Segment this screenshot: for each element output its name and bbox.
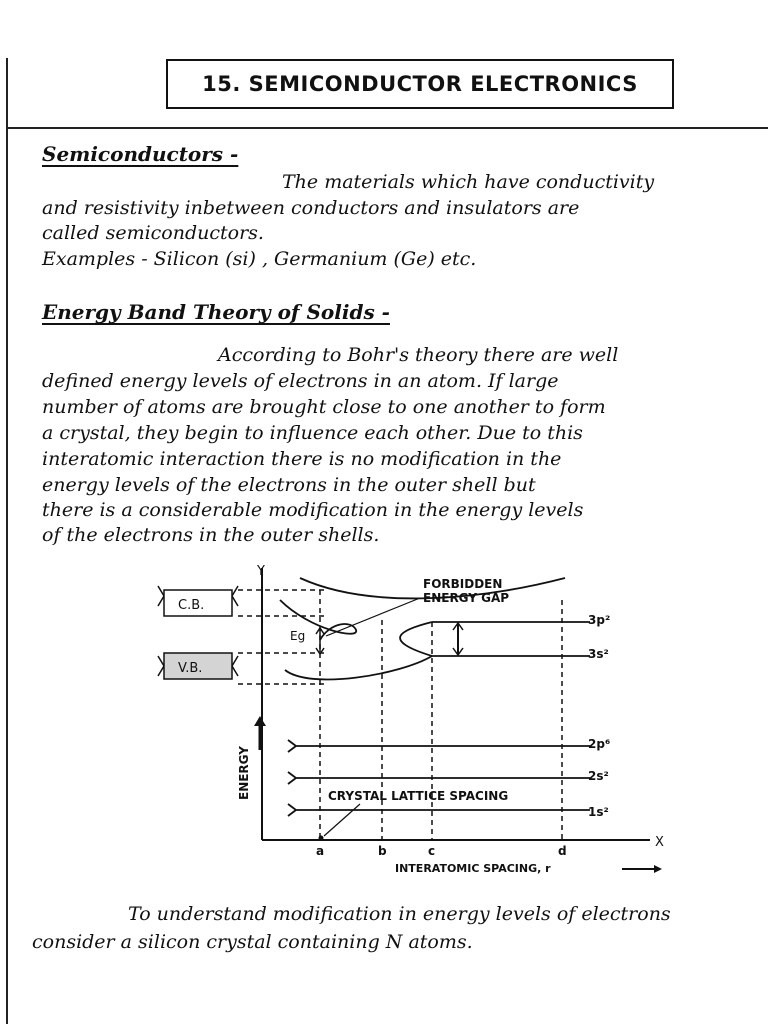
tick-c: c [428,844,436,858]
x-caption-arrow-head [654,865,662,873]
header-rule [6,127,768,129]
band-theory-line-8: of the electrons in the outer shells. [42,524,380,546]
level-2s-label: 2s² [588,769,609,783]
semiconductors-line-2: and resistivity inbetween conductors and insulators are [42,197,580,219]
band-theory-heading: Energy Band Theory of Solids - [42,300,390,324]
band-theory-line-5: interatomic interaction there is no modification in the [42,448,562,470]
energy-arrow-head [254,716,266,726]
lattice-label: CRYSTAL LATTICE SPACING [328,789,509,803]
tick-d: d [558,844,567,858]
energy-band-diagram [150,560,680,880]
lattice-point-a [319,836,324,841]
forbidden-label-1: FORBIDDEN [423,577,503,591]
level-1s-line [288,804,590,816]
band-theory-line-1: According to Bohr's theory there are well [218,344,619,366]
x-axis-label: X [655,835,664,850]
level-2s-line [288,772,590,784]
lattice-pointer [324,804,360,836]
splitting-loop [400,622,432,656]
level-2p-line [288,740,590,752]
eg-label: Eg [290,629,306,643]
level-3p-label: 3p² [588,613,611,627]
band-theory-line-6: energy levels of the electrons in the outer shell but [42,474,536,496]
band-theory-line-7: there is a considerable modification in the energy levels [42,499,584,521]
footer-line-2: consider a silicon crystal containing N atoms. [32,931,473,953]
band-theory-line-2: defined energy levels of electrons in an atom. If large [42,370,559,392]
cb-label: C.B. [178,598,205,613]
y-axis-label: Y [257,564,265,579]
tick-a: a [316,844,325,858]
level-1s-label: 1s² [588,805,609,819]
level-3s-label: 3s² [588,647,609,661]
semiconductors-line-3: called semiconductors. [42,222,264,244]
x-caption: INTERATOMIC SPACING, r [395,862,551,875]
forbidden-label-2: ENERGY GAP [423,591,510,605]
band-theory-line-4: a crystal, they begin to influence each other. Due to this [42,422,583,444]
semiconductors-examples: Examples - Silicon (si) , Germanium (Ge) etc. [42,248,477,270]
left-margin-rule [6,58,8,1024]
vb-label: V.B. [178,661,203,676]
band-theory-line-3: number of atoms are brought close to one another to form [42,396,606,418]
footer-line-1: To understand modification in energy levels of electrons [128,903,671,925]
vb-lower-curve [285,656,432,679]
tick-b: b [378,844,387,858]
page-title: 15. SEMICONDUCTOR ELECTRONICS [166,59,674,109]
level-2p-label: 2p⁶ [588,737,611,751]
semiconductors-line-1: The materials which have conductivity [282,171,655,193]
semiconductors-heading: Semiconductors - [42,142,239,166]
energy-label: ENERGY [237,746,251,800]
